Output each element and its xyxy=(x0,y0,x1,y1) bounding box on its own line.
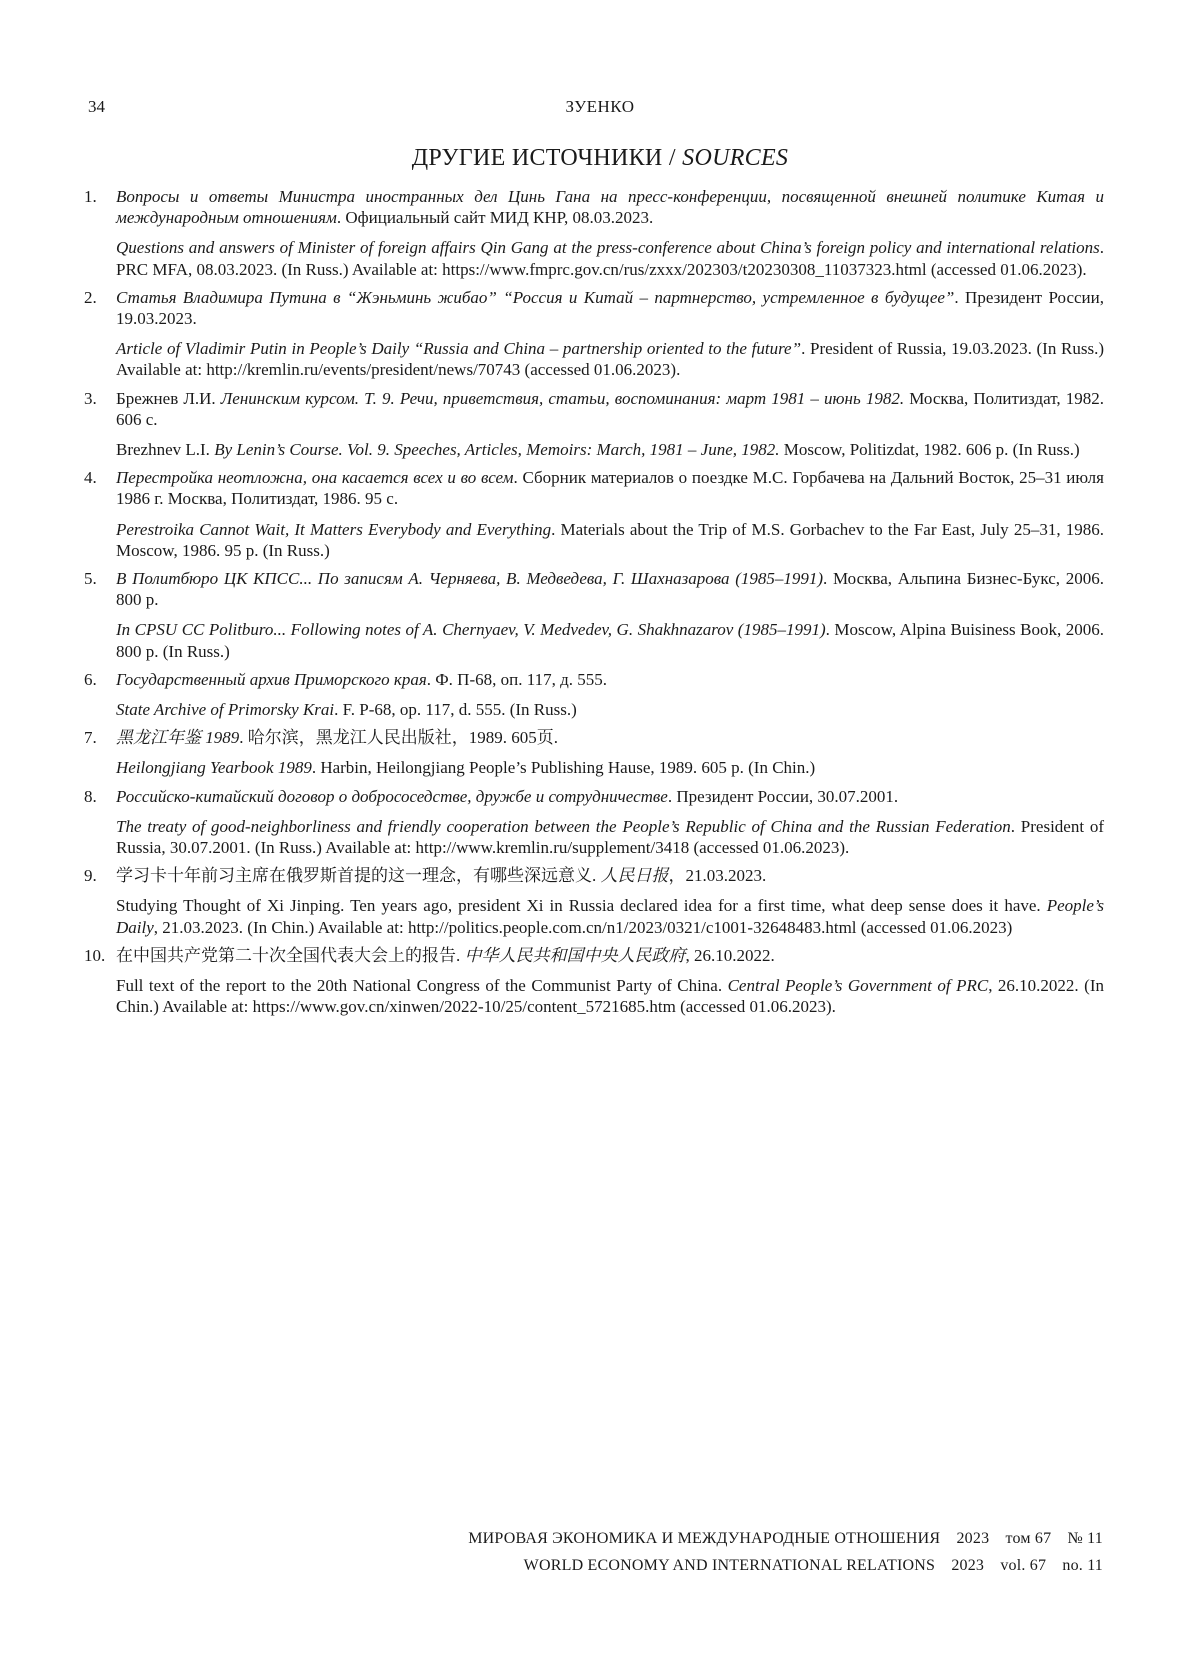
reference-text: . President of Russia, 19.03.2023. (In Russ.) Available at: http://kremlin.ru/events/president/news/70743 (accessed 01.06.2023). xyxy=(116,339,1104,380)
reference-title: The treaty of good-neighborliness and friendly cooperation between the People’s Republic of China and the Russian Federation xyxy=(116,816,1011,836)
reference-number: 4. xyxy=(84,468,97,488)
reference-number: 7. xyxy=(84,728,97,748)
reference-translation xyxy=(116,975,1104,1017)
reference-original xyxy=(116,786,1104,807)
reference-translation xyxy=(116,895,1104,937)
reference-item xyxy=(84,568,1104,662)
reference-list xyxy=(84,186,1104,1025)
reference-number: 1. xyxy=(84,187,97,206)
reference-item xyxy=(84,786,1104,859)
reference-text: Moscow, Politizdat, 1982. 606 p. (In Russ.) xyxy=(779,440,1080,460)
reference-translation xyxy=(116,519,1104,561)
footer-en xyxy=(524,1557,1103,1575)
page-number: 34 xyxy=(88,97,105,116)
reference-original xyxy=(116,865,1104,886)
section-title xyxy=(0,145,1200,172)
running-head: ЗУЕНКО xyxy=(565,97,635,116)
footer-volume-en: vol. 67 xyxy=(1000,1557,1047,1574)
reference-text: Брежнев Л.И. xyxy=(116,388,221,408)
reference-translation xyxy=(116,237,1104,279)
reference-original xyxy=(116,727,1104,748)
reference-number: 9. xyxy=(84,866,97,886)
reference-text: . PRC MFA, 08.03.2023. (In Russ.) Available at: https://www.fmprc.gov.cn/rus/zxxx/202303/t20230308_11037323.html (accessed 01.06.2023). xyxy=(116,238,1104,279)
reference-translation xyxy=(116,338,1104,380)
reference-item xyxy=(84,186,1104,280)
footer-issue-ru: № 11 xyxy=(1067,1530,1103,1547)
reference-text: . 哈尔滨，黑龙江人民出版社，1989. 605页. xyxy=(239,728,558,748)
reference-item xyxy=(84,727,1104,778)
reference-item xyxy=(84,945,1104,1018)
reference-title: 黑龙江年鉴 1989 xyxy=(116,728,240,748)
reference-text: . Сборник материалов о поездке М.С. Горбачева на Дальний Восток, 25–31 июля 1986 г. Москва, Политиздат, 1986. 95 с. xyxy=(116,468,1104,509)
reference-text: . Москва, Альпина Бизнес-Букс, 2006. 800 р. xyxy=(116,569,1105,610)
reference-item xyxy=(84,669,1104,720)
reference-title: Perestroika Cannot Wait, It Matters Everybody and Everything xyxy=(116,519,552,539)
section-title-en: SOURCES xyxy=(682,145,789,171)
reference-text: ，21.03.2023. xyxy=(668,866,767,886)
reference-translation xyxy=(116,439,1104,460)
reference-title: Article of Vladimir Putin in People’s Daily “Russia and China – partnership oriented to the future” xyxy=(116,339,802,359)
reference-text: . Официальный сайт МИД КНР, 08.03.2023. xyxy=(336,208,654,228)
reference-number: 6. xyxy=(84,669,97,689)
reference-title: People’s Daily xyxy=(116,896,1104,937)
reference-item xyxy=(84,467,1104,561)
reference-text: , 21.03.2023. (In Chin.) Available at: http://politics.people.com.cn/n1/2023/0321/c1001-32648483.html (accessed 01.06.2023) xyxy=(153,917,1013,937)
reference-title: Heilongjiang Yearbook 1989 xyxy=(116,758,312,778)
reference-number: 3. xyxy=(84,388,97,408)
reference-title: 人民日报 xyxy=(600,866,669,886)
footer-journal-ru: МИРОВАЯ ЭКОНОМИКА И МЕЖДУНАРОДНЫЕ ОТНОШЕНИЯ xyxy=(468,1530,941,1547)
reference-text: Studying Thought of Xi Jinping. Ten years ago, president Xi in Russia declared idea for a first time, what deep sense does it have. xyxy=(116,896,1047,916)
reference-text: . President of Russia, 30.07.2001. (In Russ.) Available at: http://www.kremlin.ru/supplement/3418 (accessed 01.06.2023). xyxy=(116,816,1104,858)
reference-original xyxy=(116,945,1104,966)
reference-title: 中华人民共和国中央人民政府 xyxy=(464,945,686,965)
reference-original xyxy=(116,186,1104,228)
reference-text: Full text of the report to the 20th National Congress of the Communist Party of China. xyxy=(116,976,728,996)
reference-translation xyxy=(116,757,1104,778)
reference-title: Статья Владимира Путина в “Жэньминь жибао” “Россия и Китай – партнерство, устремленное в будущее” xyxy=(116,287,955,307)
reference-title: Central People’s Government of PRC xyxy=(727,976,989,996)
reference-text: Москва, Политиздат, 1982. 606 с. xyxy=(116,388,1104,429)
reference-number: 5. xyxy=(84,569,97,589)
footer-year-en: 2023 xyxy=(951,1557,985,1574)
reference-translation xyxy=(116,816,1104,858)
reference-original xyxy=(116,568,1104,610)
reference-text: 在中国共产党第二十次全国代表大会上的报告. xyxy=(116,945,465,965)
section-title-ru: ДРУГИЕ ИСТОЧНИКИ / xyxy=(411,145,676,171)
reference-title: Ленинским курсом. Т. 9. Речи, приветствия, статьи, воспоминания: март 1981 – июнь 1982. xyxy=(220,388,905,408)
footer-ru xyxy=(468,1530,1103,1548)
reference-title: В Политбюро ЦК КПСС... По записям А. Черняева, В. Медведева, Г. Шахназарова (1985–1991) xyxy=(116,569,824,589)
reference-item xyxy=(84,865,1104,938)
reference-text: . Президент России, 19.03.2023. xyxy=(116,287,1104,329)
reference-title: By Lenin’s Course. Vol. 9. Speeches, Articles, Memoirs: March, 1981 – June, 1982. xyxy=(214,440,780,460)
footer-year-ru: 2023 xyxy=(956,1530,990,1547)
reference-text: , 26.10.2022. (In Chin.) Available at: https://www.gov.cn/xinwen/2022-10/25/content_5721685.htm (accessed 01.06.2023). xyxy=(116,976,1105,1017)
reference-text: . Ф. П-68, оп. 117, д. 555. xyxy=(426,669,607,689)
reference-title: Перестройка неотложна, она касается всех и во всем xyxy=(116,468,514,488)
reference-title: Вопросы и ответы Министра иностранных дел Цинь Гана на пресс-конференции, посвященной внешней политике Китая и международным отношениям xyxy=(116,187,1104,228)
reference-text: . F. P-68, op. 117, d. 555. (In Russ.) xyxy=(334,700,577,720)
reference-text: 学习卡十年前习主席在俄罗斯首提的这一理念，有哪些深远意义. xyxy=(116,866,601,886)
reference-text: . Harbin, Heilongjiang People’s Publishing Hause, 1989. 605 p. (In Chin.) xyxy=(311,758,816,778)
footer-volume-ru: том 67 xyxy=(1005,1530,1052,1547)
reference-title: State Archive of Primorsky Krai xyxy=(116,700,335,720)
reference-number: 8. xyxy=(84,786,97,806)
reference-title: In CPSU CC Politburo... Following notes of A. Chernyaev, V. Medvedev, G. Shakhnazarov (1985–1991) xyxy=(116,620,826,640)
reference-original xyxy=(116,669,1104,690)
reference-original xyxy=(116,388,1104,430)
reference-text: . Materials about the Trip of M.S. Gorbachev to the Far East, July 25–31, 1986. Moscow, 1986. 95 p. (In Russ.) xyxy=(116,519,1104,560)
reference-title: Questions and answers of Minister of foreign affairs Qin Gang at the press-conference about China’s foreign policy and international relations xyxy=(116,238,1100,258)
reference-title: Российско-китайский договор о добрососедстве, дружбе и сотрудничестве xyxy=(116,786,668,806)
reference-item xyxy=(84,388,1104,461)
footer-journal-en: WORLD ECONOMY AND INTERNATIONAL RELATIONS xyxy=(523,1557,936,1574)
reference-original xyxy=(116,287,1104,329)
reference-text: Brezhnev L.I. xyxy=(116,440,215,460)
reference-translation xyxy=(116,699,1104,720)
reference-original xyxy=(116,467,1104,509)
reference-title: Государственный архив Приморского края xyxy=(116,669,427,689)
reference-translation xyxy=(116,619,1104,661)
reference-item xyxy=(84,287,1104,381)
reference-text: . Президент России, 30.07.2001. xyxy=(667,786,899,806)
reference-text: , 26.10.2022. xyxy=(685,945,775,965)
reference-number: 10. xyxy=(84,945,106,965)
reference-number: 2. xyxy=(84,287,97,307)
reference-text: . Moscow, Alpina Buisiness Book, 2006. 800 p. (In Russ.) xyxy=(116,620,1104,661)
footer-issue-en: no. 11 xyxy=(1062,1557,1103,1574)
